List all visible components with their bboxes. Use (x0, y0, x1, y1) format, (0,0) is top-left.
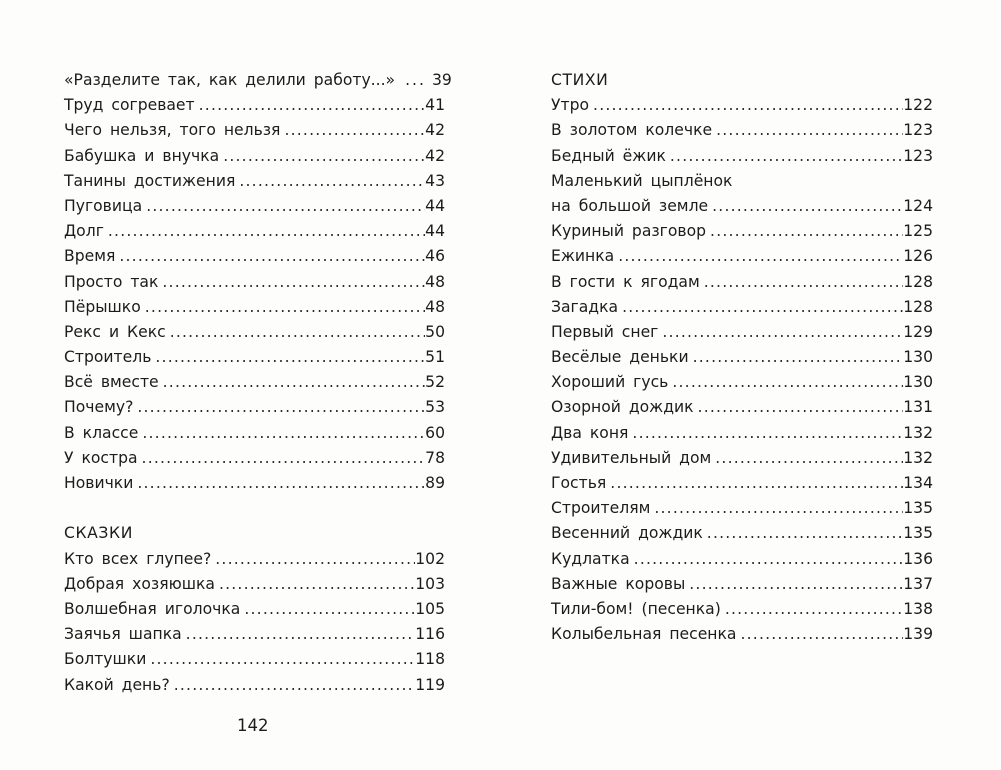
entry-page: 139 (903, 625, 933, 644)
entry-page: 135 (903, 499, 933, 518)
toc-entry[interactable] (551, 118, 933, 143)
entry-page: 131 (903, 398, 933, 417)
toc-entry[interactable] (64, 597, 445, 622)
toc-entry[interactable] (64, 244, 445, 269)
dot-leader (628, 421, 903, 446)
entry-title: Добрая хозяюшка (64, 574, 215, 593)
toc-entry[interactable] (551, 370, 933, 395)
toc-entry[interactable] (551, 219, 933, 244)
entry-page: 89 (425, 474, 445, 492)
entry-page: 44 (425, 222, 445, 241)
toc-entry[interactable] (64, 547, 445, 572)
entry-title: Почему? (64, 398, 134, 417)
dot-leader: ... (405, 71, 426, 89)
entry-page: 105 (415, 599, 445, 618)
toc-entry[interactable] (64, 370, 445, 395)
entry-title: Новички (64, 474, 134, 492)
entry-title: Кто всех глупее? (64, 549, 212, 568)
entry-title: Загадка (551, 297, 619, 316)
entry-title: Гостья (551, 474, 607, 492)
dot-leader (618, 295, 903, 320)
toc-entry[interactable] (551, 169, 933, 194)
toc-entry[interactable] (64, 421, 445, 446)
toc-entry[interactable] (551, 194, 933, 219)
dot-leader (138, 446, 426, 471)
dot-leader (235, 169, 425, 194)
entry-page: 135 (903, 524, 933, 543)
toc-entry[interactable] (551, 547, 933, 572)
entry-title: Бедный ёжик (551, 146, 666, 165)
dot-leader (700, 270, 904, 295)
entry-page: 42 (425, 121, 445, 140)
dot-leader (650, 496, 903, 521)
section-heading-poems: СТИХИ (551, 71, 609, 89)
entry-title: Бабушка и внучка (64, 146, 220, 165)
dot-leader (706, 219, 903, 244)
toc-entry[interactable] (551, 521, 933, 546)
entry-title: Колыбельная песенка (551, 625, 737, 644)
entry-page: 44 (425, 196, 445, 215)
entry-title: Рекс и Кекс (64, 322, 166, 341)
entry-title: Долг (64, 222, 104, 241)
entry-page: 53 (425, 398, 445, 417)
entry-page: 51 (425, 348, 445, 367)
toc-entry[interactable] (64, 345, 445, 370)
entry-page: 102 (415, 549, 445, 568)
entry-title: В золотом колечке (551, 121, 713, 140)
dot-leader (666, 144, 903, 169)
entry-page: 128 (903, 272, 933, 291)
dot-leader (104, 219, 425, 244)
entry-title: Заячья шапка (64, 625, 182, 644)
entry-title: Кудлатка (551, 549, 630, 568)
entry-title: Труд согревает (64, 96, 195, 115)
entry-title: В гости к ягодам (551, 272, 700, 291)
entry-page: 137 (903, 574, 933, 593)
entry-title: Ежинка (551, 247, 615, 266)
section-heading-tales: СКАЗКИ (64, 524, 133, 543)
entry-title: Чего нельзя, того нельзя (64, 121, 281, 140)
toc-entry[interactable] (64, 169, 445, 194)
entry-page: 42 (425, 146, 445, 165)
entry-title: Какой день? (64, 675, 170, 694)
toc-entry[interactable] (64, 194, 445, 219)
toc-entry[interactable] (551, 395, 933, 420)
dot-leader (614, 244, 903, 269)
entry-page: 132 (903, 423, 933, 442)
page-number: 142 (237, 716, 269, 735)
entry-title: Маленький цыплёнок (551, 171, 733, 190)
entry-title: Весёлые деньки (551, 348, 689, 367)
dot-leader (115, 244, 425, 269)
entry-page: 128 (903, 297, 933, 316)
entry-title: «Разделите так, как делили работу...» (64, 71, 396, 89)
dot-leader (240, 597, 415, 622)
dot-leader (138, 421, 425, 446)
entry-title: Весенний дождик (551, 524, 703, 543)
toc-entry[interactable] (551, 446, 933, 471)
dot-leader (219, 144, 425, 169)
toc-entry[interactable] (64, 471, 445, 496)
dot-leader (133, 471, 425, 496)
toc-entry[interactable] (64, 446, 445, 471)
entry-page: 43 (425, 171, 445, 190)
dot-leader (142, 194, 425, 219)
entry-page: 119 (415, 675, 445, 694)
entry-page: 48 (425, 297, 445, 316)
entry-page: 134 (903, 474, 933, 492)
entry-title: Просто так (64, 272, 159, 291)
toc-entry[interactable] (551, 270, 933, 295)
stories-list (64, 68, 452, 496)
left-column (64, 68, 452, 698)
toc-entry[interactable] (551, 244, 933, 269)
toc-entry[interactable] (64, 68, 452, 93)
entry-title: Озорной дождик (551, 398, 694, 417)
entry-page: 132 (903, 448, 933, 467)
dot-leader (211, 547, 415, 572)
entry-title: У костра (64, 448, 138, 467)
dot-leader (712, 118, 903, 143)
entry-title: Строителям (551, 499, 651, 518)
entry-title: Всё вместе (64, 373, 159, 392)
toc-entry[interactable] (64, 395, 445, 420)
entry-title: В классе (64, 423, 139, 442)
entry-page: 52 (425, 373, 445, 392)
dot-leader (711, 446, 903, 471)
toc-entry[interactable] (64, 647, 445, 672)
poems-list (551, 93, 933, 647)
toc-entry[interactable] (551, 345, 933, 370)
dot-leader (182, 622, 416, 647)
toc-entry[interactable] (551, 93, 933, 118)
dot-leader (606, 471, 903, 496)
entry-page: 136 (903, 549, 933, 568)
toc-entry[interactable] (551, 572, 933, 597)
dot-leader (658, 320, 903, 345)
dot-leader (195, 93, 426, 118)
entry-page: 46 (425, 247, 445, 266)
toc-entry[interactable] (551, 471, 933, 496)
toc-entry[interactable] (64, 219, 445, 244)
toc-entry[interactable] (551, 421, 933, 446)
entry-title: Два коня (551, 423, 629, 442)
toc-entry[interactable] (551, 295, 933, 320)
entry-page: 123 (903, 146, 933, 165)
dot-leader (133, 395, 425, 420)
dot-leader (280, 118, 425, 143)
entry-page: 39 (431, 71, 452, 89)
entry-page: 60 (425, 423, 445, 442)
entry-page: 118 (415, 650, 445, 669)
dot-leader (668, 370, 903, 395)
entry-title: на большой земле (551, 196, 709, 215)
entry-page: 129 (903, 322, 933, 341)
dot-leader (721, 597, 903, 622)
dot-leader (630, 547, 904, 572)
entry-page: 41 (425, 96, 445, 115)
entry-page: 130 (903, 373, 933, 392)
entry-page: 126 (903, 247, 933, 266)
toc-entry[interactable] (64, 320, 445, 345)
entry-title: Болтушки (64, 650, 147, 669)
dot-leader (151, 345, 425, 370)
entry-title: Пуговица (64, 196, 143, 215)
toc-entry[interactable] (64, 673, 445, 698)
entry-title: Тили-бом! (песенка) (551, 599, 721, 618)
entry-page: 138 (903, 599, 933, 618)
entry-page: 78 (425, 448, 445, 467)
entry-title: Куриный разговор (551, 222, 707, 241)
toc-entry[interactable] (551, 144, 933, 169)
toc-entry[interactable] (551, 597, 933, 622)
entry-page: 125 (903, 222, 933, 241)
dot-leader (146, 647, 415, 672)
entry-page: 116 (415, 625, 445, 644)
dot-leader (689, 345, 904, 370)
dot-leader (708, 194, 903, 219)
toc-entry[interactable] (64, 270, 445, 295)
entry-title: Время (64, 247, 116, 266)
dot-leader (166, 320, 425, 345)
toc-entry[interactable] (64, 93, 445, 118)
entry-title: Танины достижения (64, 171, 236, 190)
dot-leader (158, 270, 425, 295)
entry-title: Строитель (64, 348, 152, 367)
dot-leader (159, 370, 426, 395)
toc-entry[interactable] (551, 622, 933, 647)
entry-page: 50 (425, 322, 445, 341)
entry-title: Удивительный дом (551, 448, 712, 467)
dot-leader (694, 395, 904, 420)
entry-title: Важные коровы (551, 574, 686, 593)
entry-page: 103 (415, 574, 445, 593)
toc-entry[interactable] (64, 144, 445, 169)
dot-leader (589, 93, 903, 118)
right-column (551, 68, 933, 647)
dot-leader (736, 622, 903, 647)
toc-entry[interactable] (64, 622, 445, 647)
entry-page: 122 (903, 96, 933, 115)
entry-title: Утро (551, 96, 590, 115)
entry-page: 130 (903, 348, 933, 367)
entry-page: 48 (425, 272, 445, 291)
entry-title: Первый снег (551, 322, 659, 341)
toc-entry[interactable] (64, 572, 445, 597)
entry-page: 123 (903, 121, 933, 140)
tales-list (64, 547, 445, 698)
section-gap (64, 496, 445, 521)
toc-entry[interactable] (64, 295, 445, 320)
toc-entry[interactable] (551, 496, 933, 521)
entry-title: Волшебная иголочка (64, 599, 241, 618)
dot-leader (170, 673, 416, 698)
dot-leader (141, 295, 425, 320)
dot-leader (215, 572, 415, 597)
entry-page: 124 (903, 196, 933, 215)
toc-entry[interactable] (551, 320, 933, 345)
entry-title: Хороший гусь (551, 373, 669, 392)
dot-leader (685, 572, 903, 597)
toc-entry[interactable] (64, 118, 445, 143)
entry-title: Пёрышко (64, 297, 141, 316)
dot-leader (703, 521, 903, 546)
